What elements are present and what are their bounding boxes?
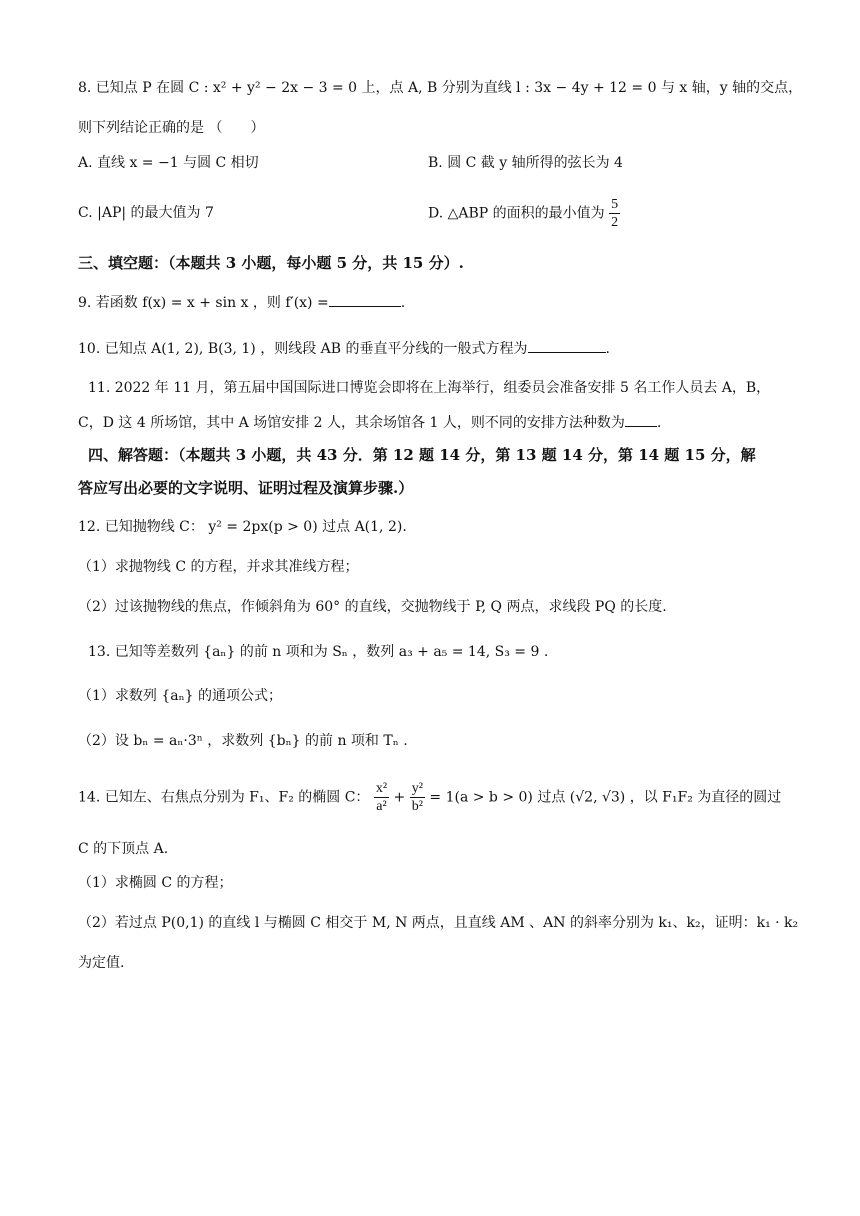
q8-option-c: C. |AP| 的最大值为 7 — [78, 205, 214, 221]
fraction-numerator: x² — [375, 781, 388, 796]
q10-stem: 10. 已知点 A(1, 2), B(3, 1) ，则线段 AB 的垂直平分线的一般式方程为 — [78, 341, 528, 357]
q14-stem-post: = 1(a > b > 0) 过点 (√2, √3) ，以 F₁F₂ 为直径的圆过 — [429, 789, 782, 806]
answer-blank — [528, 338, 606, 353]
answer-blank — [625, 412, 657, 427]
q10-text — [78, 338, 610, 359]
q13-part1: （1）求数列 {aₙ} 的通项公式； — [78, 688, 283, 704]
q11-line1: 11. 2022 年 11 月，第五届中国国际进口博览会即将在上海举行，组委员会准备安排 5 名工作人员去 A，B， — [88, 380, 771, 396]
q13-part2: （2）设 bₙ = aₙ·3ⁿ ，求数列 {bₙ} 的前 n 项和 Tₙ . — [78, 733, 408, 749]
fraction-denominator: 2 — [611, 215, 619, 230]
section-three-heading: 三、填空题：（本题共 3 小题，每小题 5 分，共 15 分）. — [78, 254, 464, 272]
fraction-numerator: 5 — [611, 197, 619, 212]
q8-option-d — [428, 196, 620, 231]
q12-part2: （2）过该抛物线的焦点，作倾斜角为 60° 的直线，交抛物线于 P, Q 两点，求线段 PQ 的长度. — [78, 599, 667, 615]
answer-blank — [329, 292, 401, 307]
section-four-heading-line2: 答应写出必要的文字说明、证明过程及演算步骤.） — [78, 479, 414, 497]
q12-stem: 12. 已知抛物线 C： y² = 2px(p > 0) 过点 A(1, 2). — [78, 519, 407, 535]
q14-stem-pre: 14. 已知左、右焦点分别为 F₁、F₂ 的椭圆 C： — [78, 789, 370, 806]
fraction-denominator: b² — [411, 799, 423, 814]
q9-stem: 9. 若函数 f(x) = x + sin x ，则 f′(x) = — [78, 295, 329, 311]
q14-part1: （1）求椭圆 C 的方程； — [78, 875, 233, 891]
q8-option-d-text: D. △ABP 的面积的最小值为 — [428, 205, 605, 222]
q9-end: . — [400, 295, 406, 311]
q12-part1: （1）求抛物线 C 的方程，并求其准线方程； — [78, 559, 359, 575]
plus-sign: + — [393, 789, 406, 806]
q8-stem-line1: 8. 已知点 P 在圆 C : x² + y² − 2x − 3 = 0 上，点 A, B 分别为直线 l : 3x − 4y + 12 = 0 与 x 轴，y 轴的交点， — [78, 80, 803, 96]
fraction-denominator: a² — [376, 799, 387, 814]
q14-stem-line1 — [78, 780, 781, 815]
fraction-five-halves — [609, 196, 620, 231]
section-four-heading-line1: 四、解答题：（本题共 3 小题，共 43 分．第 12 题 14 分，第 13 题 14 分，第 14 题 15 分，解 — [88, 446, 756, 464]
q14-stem-line2: C 的下顶点 A. — [78, 841, 169, 857]
q8-stem-line2: 则下列结论正确的是 （ ） — [78, 120, 265, 136]
fraction-numerator: y² — [411, 781, 423, 796]
q9-text — [78, 292, 405, 313]
q10-end: . — [605, 341, 610, 357]
q11-end: . — [656, 415, 662, 431]
fraction-x2-over-a2 — [374, 780, 389, 815]
q11-stem: C，D 这 4 所场馆，其中 A 场馆安排 2 人，其余场馆各 1 人，则不同的安排方法种数为 — [78, 415, 625, 431]
q14-part2: （2）若过点 P(0,1) 的直线 l 与椭圆 C 相交于 M, N 两点，且直线 AM 、AN 的斜率分别为 k₁、k₂，证明：k₁ · k₂ — [78, 915, 799, 931]
q11-line2 — [78, 412, 661, 433]
q13-stem: 13. 已知等差数列 {aₙ} 的前 n 项和为 Sₙ ，数列 a₃ + a₅ = 14, S₃ = 9 . — [88, 644, 549, 660]
q8-option-a: A. 直线 x = −1 与圆 C 相切 — [78, 155, 259, 171]
q14-part2-continued: 为定值. — [78, 955, 125, 971]
q8-option-b: B. 圆 C 截 y 轴所得的弦长为 4 — [428, 155, 623, 171]
fraction-y2-over-b2 — [410, 780, 425, 815]
